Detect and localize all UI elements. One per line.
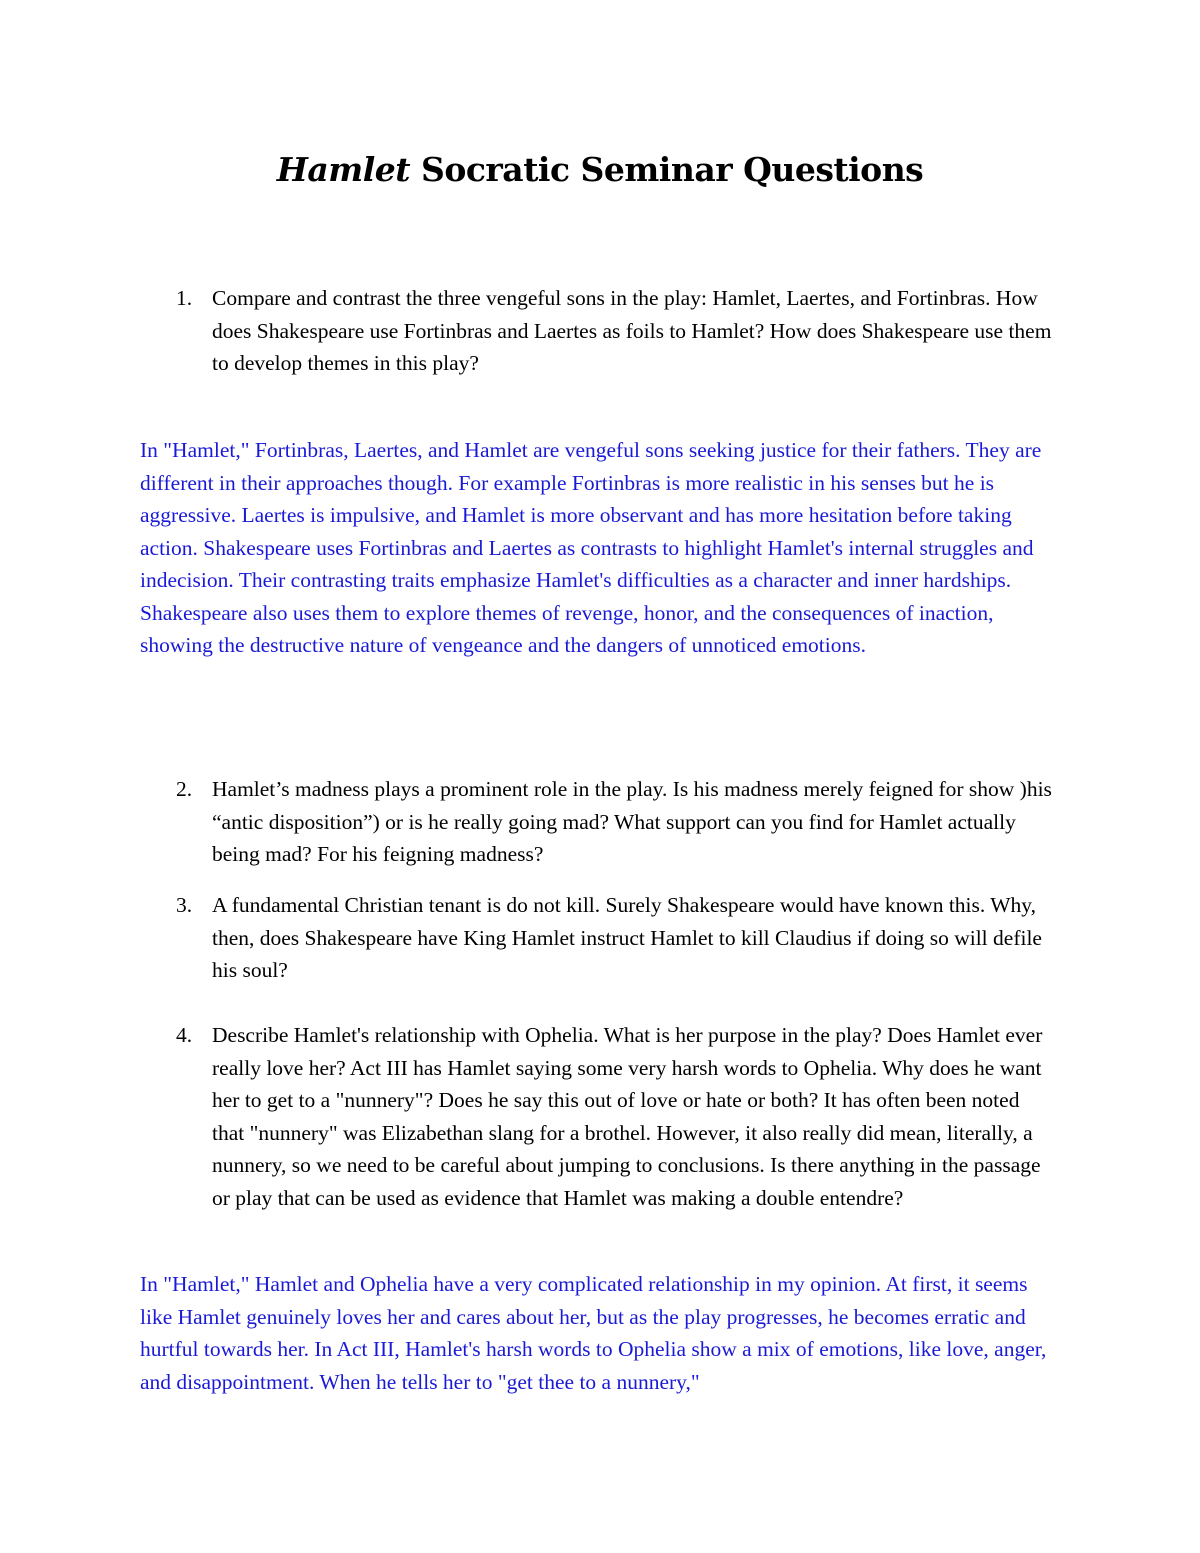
document-title (0, 146, 1200, 194)
question-number: 3. (176, 893, 193, 917)
question-text: A fundamental Christian tenant is do not kill. Surely Shakespeare would have known this. Why, then, does Shakespeare have King Hamlet instruct Hamlet to kill Claudius if doing so will defile his soul? (212, 893, 1042, 982)
question-text: Compare and contrast the three vengeful sons in the play: Hamlet, Laertes, and Fortinbras. How does Shakespeare use Fortinbras and Laertes as foils to Hamlet? How does Shakespeare use them to develop themes in this play? (212, 286, 1052, 375)
answer-1: In "Hamlet," Fortinbras, Laertes, and Hamlet are vengeful sons seeking justice for their fathers. They are different in their approaches though. For example Fortinbras is more realistic in his senses but he is aggressive. Laertes is impulsive, and Hamlet is more observant and has more hesitation before taking action. Shakespeare uses Fortinbras and Laertes as contrasts to highlight Hamlet's internal struggles and indecision. Their contrasting traits emphasize Hamlet's difficulties as a character and inner hardships. Shakespeare also uses them to explore themes of revenge, honor, and the consequences of inaction, showing the destructive nature of vengeance and the dangers of unnoticed emotions. (140, 438, 1042, 657)
question-4 (176, 1019, 1056, 1214)
title-play-name: Hamlet (276, 150, 410, 189)
question-text: Describe Hamlet's relationship with Ophelia. What is her purpose in the play? Does Hamlet ever really love her? Act III has Hamlet saying some very harsh words to Ophelia. Why does he want her to get to a "nunnery"? Does he say this out of love or hate or both? It has often been noted that "nunnery" was Elizabethan slang for a brothel. However, it also really did mean, literally, a nunnery, so we need to be careful about jumping to conclusions. Is there anything in the passage or play that can be used as evidence that Hamlet was making a double entendre? (212, 1023, 1043, 1210)
title-rest: Socratic Seminar Questions (410, 150, 924, 189)
answer-4: In "Hamlet," Hamlet and Ophelia have a very complicated relationship in my opinion. At first, it seems like Hamlet genuinely loves her and cares about her, but as the play progresses, he becomes erratic and hurtful towards her. In Act III, Hamlet's harsh words to Ophelia show a mix of emotions, like love, anger, and disappointment. When he tells her to "get thee to a nunnery," (140, 1272, 1047, 1394)
question-number: 4. (176, 1023, 193, 1047)
question-text: Hamlet’s madness plays a prominent role in the play. Is his madness merely feigned for show )his “antic disposition”) or is he really going mad? What support can you find for Hamlet actually being mad? For his feigning madness? (212, 777, 1052, 866)
question-2 (176, 773, 1056, 871)
question-number: 2. (176, 777, 193, 801)
question-3 (176, 889, 1056, 987)
question-1 (176, 282, 1056, 380)
question-number: 1. (176, 286, 193, 310)
